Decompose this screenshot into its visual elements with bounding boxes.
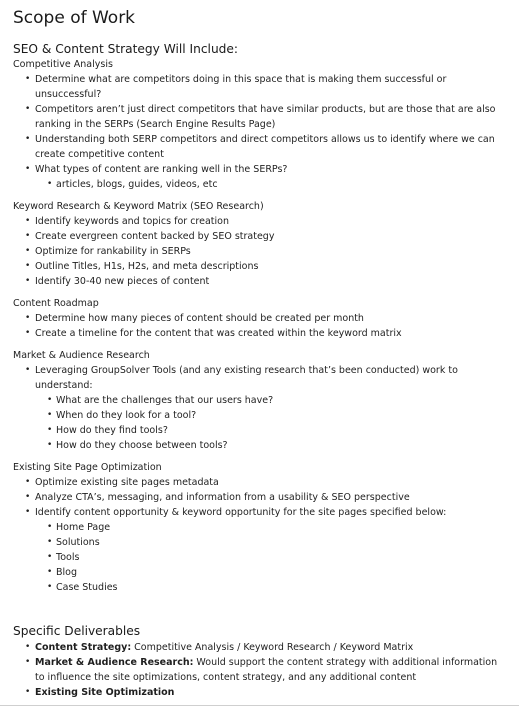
list-item-text: Leveraging GroupSolver Tools (and any existing research that’s been conducted) work to understand: xyxy=(35,365,458,391)
list-item xyxy=(13,244,509,259)
deliverable-item xyxy=(13,640,509,655)
list-item-text: Competitors aren’t just direct competitors that have similar products, but are those that are also ranking in the SERPs (Search Engine Results Page) xyxy=(35,104,496,130)
document-page xyxy=(13,6,509,700)
list-item-text: What types of content are ranking well in the SERPs? xyxy=(35,164,288,175)
list-item-text: Identify keywords and topics for creation xyxy=(35,216,229,227)
list-item xyxy=(13,229,509,244)
bullet-list xyxy=(13,311,509,341)
sub-list-item: • How do they find tools? xyxy=(35,423,509,438)
bullet-list xyxy=(13,475,509,595)
list-item-text: Understanding both SERP competitors and direct competitors allows us to identify where we can create competitive content xyxy=(35,134,495,160)
section-title: Existing Site Page Optimization xyxy=(13,462,162,473)
sub-list-item: • Tools xyxy=(35,550,509,565)
list-item-text: Optimize existing site pages metadata xyxy=(35,477,219,488)
section-heading-seo-strategy: SEO & Content Strategy Will Include: xyxy=(13,42,239,56)
list-item xyxy=(13,259,509,274)
section-title: Competitive Analysis xyxy=(13,59,113,70)
sub-list-item: • Solutions xyxy=(35,535,509,550)
list-item xyxy=(13,363,509,453)
section-heading-deliverables: Specific Deliverables xyxy=(13,624,141,638)
section-block xyxy=(13,297,509,341)
section-title: Keyword Research & Keyword Matrix (SEO Research) xyxy=(13,201,264,212)
list-item xyxy=(13,72,509,102)
deliverables-list xyxy=(13,640,509,700)
sub-bullet-list xyxy=(35,177,509,192)
bullet-list xyxy=(13,72,509,192)
list-item-text: Outline Titles, H1s, H2s, and meta descriptions xyxy=(35,261,259,272)
bullet-list xyxy=(13,363,509,453)
section-block xyxy=(13,349,509,453)
deliverable-text: Would support the content strategy with additional information to influence the site optimizations, content strategy, and any additional content xyxy=(35,657,498,683)
page-title: Scope of Work xyxy=(13,8,136,28)
section-block xyxy=(13,461,509,595)
sub-list-item: • Case Studies xyxy=(35,580,509,595)
spacer xyxy=(13,603,509,623)
sub-bullet-list xyxy=(35,520,509,595)
list-item xyxy=(13,274,509,289)
list-item xyxy=(13,490,509,505)
list-item-text: Determine what are competitors doing in this space that is making them successful or unsuccessful? xyxy=(35,74,447,100)
deliverable-label: Market & Audience Research: xyxy=(35,657,194,668)
list-item-text: Create evergreen content backed by SEO strategy xyxy=(35,231,275,242)
list-item-text: Determine how many pieces of content should be created per month xyxy=(35,313,364,324)
sub-list-item: • Blog xyxy=(35,565,509,580)
list-item xyxy=(13,311,509,326)
list-item-text: Optimize for rankability in SERPs xyxy=(35,246,191,257)
section-title: Market & Audience Research xyxy=(13,350,150,361)
deliverable-item xyxy=(13,655,509,685)
section-title: Content Roadmap xyxy=(13,298,99,309)
list-item xyxy=(13,102,509,132)
deliverable-item xyxy=(13,685,509,700)
list-item xyxy=(13,326,509,341)
bullet-list xyxy=(13,214,509,289)
sub-list-item: • articles, blogs, guides, videos, etc xyxy=(35,177,509,192)
sub-list-item: • What are the challenges that our users have? xyxy=(35,393,509,408)
section-block xyxy=(13,58,509,192)
list-item xyxy=(13,132,509,162)
section-block xyxy=(13,200,509,289)
list-item xyxy=(13,475,509,490)
list-item xyxy=(13,505,509,595)
sub-list-item: • Home Page xyxy=(35,520,509,535)
sub-bullet-list xyxy=(35,393,509,453)
list-item xyxy=(13,162,509,192)
list-item-text: Identify 30-40 new pieces of content xyxy=(35,276,210,287)
list-item-text: Identify content opportunity & keyword opportunity for the site pages specified below: xyxy=(35,507,447,518)
sub-list-item: • How do they choose between tools? xyxy=(35,438,509,453)
deliverable-label: Content Strategy: xyxy=(35,642,132,653)
sections-container xyxy=(13,58,509,595)
list-item-text: Analyze CTA’s, messaging, and information from a usability & SEO perspective xyxy=(35,492,410,503)
list-item-text: Create a timeline for the content that was created within the keyword matrix xyxy=(35,328,402,339)
deliverable-text: Competitive Analysis / Keyword Research / Keyword Matrix xyxy=(131,642,414,653)
page-bottom-rule xyxy=(0,705,519,706)
sub-list-item: • When do they look for a tool? xyxy=(35,408,509,423)
list-item xyxy=(13,214,509,229)
deliverable-label: Existing Site Optimization xyxy=(35,687,175,698)
